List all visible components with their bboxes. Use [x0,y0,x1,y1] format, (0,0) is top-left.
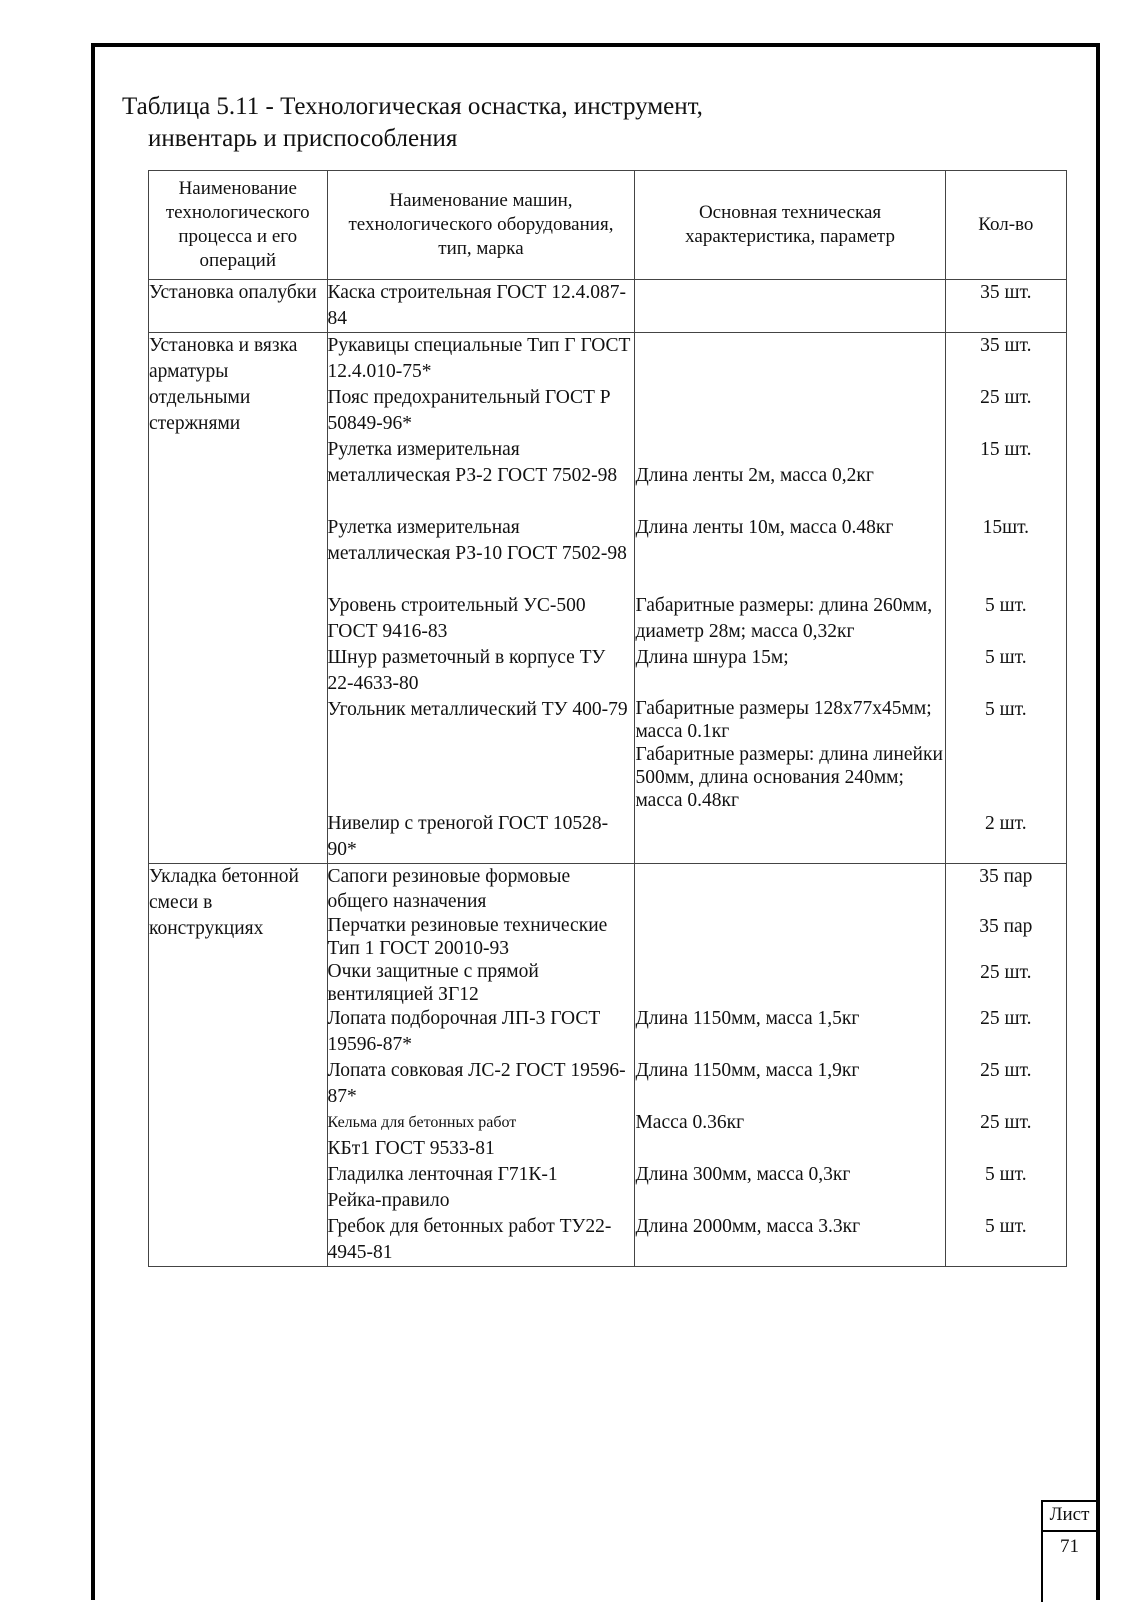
equipment-qty: 5 шт. [985,647,1027,668]
equipment-name: Пояс предохранительный ГОСТ Р 50849-96* [327,387,611,434]
quantity-cell [945,280,1066,333]
header-quantity: Кол-во [945,171,1066,280]
equipment-spec [635,811,944,863]
table-caption [122,91,703,155]
equipment-spec: Габаритные размеры 128х77х45мм; масса 0.1кг [635,698,932,742]
equipment-spec: Длина ленты 2м, масса 0,2кг [635,465,874,486]
equipment-qty: 15шт. [982,517,1030,538]
frame-border-left [91,43,95,1600]
sheet-label: Лист [1049,1504,1090,1525]
equipment-name: Уровень строительный УС-500 ГОСТ 9416-83 [327,595,586,642]
equipment-qty: 25 шт. [980,387,1032,408]
equipment-qty: 25 шт. [980,1008,1032,1029]
process-cell: Установка и вязка арматуры отдельными стержнями [149,333,328,864]
equipment-name: Рукавицы специальные Тип Г ГОСТ 12.4.010-75* [327,335,631,382]
equipment-qty: 5 шт. [985,595,1027,616]
table-row [149,280,1067,333]
equipment-name: Лопата совковая ЛС-2 ГОСТ 19596-87* [327,1060,626,1107]
equipment-qty: 35 пар [979,866,1033,887]
equipment-name: Рулетка измерительная металлическая РЗ-2 ГОСТ 7502-98 [327,439,618,486]
frame-border-top [91,43,1100,47]
equipment-name: Рейка-правило [327,1190,450,1211]
header-process: Наименование технологического процесса и его операций [149,171,328,280]
equipment-name: КБт1 ГОСТ 9533-81 [327,1138,495,1159]
process-cell: Укладка бетонной смеси в конструкциях [149,864,328,1267]
equipment-cell [327,864,635,1267]
equipment-spec [635,960,944,1006]
equipment-spec: Длина 2000мм, масса 3.3кг [635,1216,861,1237]
equipment-name: Угольник металлический ТУ 400-79 [327,699,628,720]
quantity-cell [945,333,1066,864]
equipment-name-block [328,1110,635,1162]
equipment-cell [327,280,635,333]
equipment-qty: 25 шт. [980,962,1032,983]
quantity-cell [945,864,1066,1267]
equipment-name: Нивелир с треногой ГОСТ 10528-90* [327,813,609,860]
equipment-spec: Длина ленты 10м, масса 0.48кг [635,517,894,538]
equipment-spec: Масса 0.36кг [635,1112,745,1133]
caption-line-2: инвентарь и приспособления [148,125,458,152]
equipment-spec-block [635,697,944,811]
equipment-name-small: Кельма для бетонных работ [327,1114,517,1131]
equipment-qty: 5 шт. [985,699,1027,720]
characteristic-cell [635,333,945,864]
equipment-qty: 25 шт. [980,1112,1032,1133]
equipment-table [148,170,1067,1267]
equipment-qty: 5 шт. [985,1164,1027,1185]
equipment-name: Каска строительная ГОСТ 12.4.087-84 [327,282,626,329]
characteristic-cell [635,280,945,333]
table-row [149,333,1067,864]
equipment-spec [635,914,944,960]
equipment-spec [635,864,944,914]
equipment-qty: 15 шт. [980,439,1032,460]
sheet-stamp-divider [1041,1530,1096,1532]
equipment-qty: 5 шт. [985,1216,1027,1237]
caption-line-1: Таблица 5.11 - Технологическая оснастка, инструмент, [122,93,703,120]
table-row [149,864,1067,1267]
equipment-qty: 25 шт. [980,1060,1032,1081]
equipment-spec [635,385,944,437]
equipment-name: Рулетка измерительная металлическая РЗ-10 ГОСТ 7502-98 [327,517,627,564]
equipment-qty: 35 шт. [980,282,1032,303]
equipment-qty: 2 шт. [985,813,1027,834]
equipment-cell [327,333,635,864]
sheet-number: 71 [1060,1536,1079,1557]
table-header-row [149,171,1067,280]
characteristic-cell [635,864,945,1267]
equipment-name: Шнур разметочный в корпусе ТУ 22-4633-80 [327,647,606,694]
equipment-name: Очки защитные с прямой вентиляцией ЗГ12 [327,961,539,1005]
process-cell: Установка опалубки [149,280,328,333]
equipment-qty: 35 пар [979,916,1033,937]
equipment-name: Сапоги резиновые формовые общего назначения [327,866,571,912]
equipment-name: Гребок для бетонных работ ТУ22-4945-81 [327,1216,612,1263]
equipment-spec-extra: Габаритные размеры: длина линейки 500мм, длина основания 240мм; масса 0.48кг [635,744,943,811]
equipment-qty [946,1188,1066,1214]
frame-border-right [1096,43,1100,1600]
equipment-spec [635,333,944,385]
equipment-name: Перчатки резиновые технические Тип 1 ГОСТ 20010-93 [327,915,608,959]
header-equipment: Наименование машин, технологического оборудования, тип, марка [327,171,635,280]
equipment-spec: Длина 300мм, масса 0,3кг [635,1164,851,1185]
equipment-spec: Длина 1150мм, масса 1,5кг [635,1008,860,1029]
equipment-spec: Длина шнура 15м; [635,647,789,668]
equipment-spec: Длина 1150мм, масса 1,9кг [635,1060,860,1081]
equipment-name: Лопата подборочная ЛП-3 ГОСТ 19596-87* [327,1008,601,1055]
equipment-qty: 35 шт. [980,335,1032,356]
equipment-spec: Габаритные размеры: длина 260мм, диаметр 28м; масса 0,32кг [635,595,933,642]
equipment-name: Гладилка ленточная Г71К-1 [327,1164,558,1185]
equipment-spec [635,1188,944,1214]
header-characteristic: Основная техническая характеристика, параметр [635,171,945,280]
